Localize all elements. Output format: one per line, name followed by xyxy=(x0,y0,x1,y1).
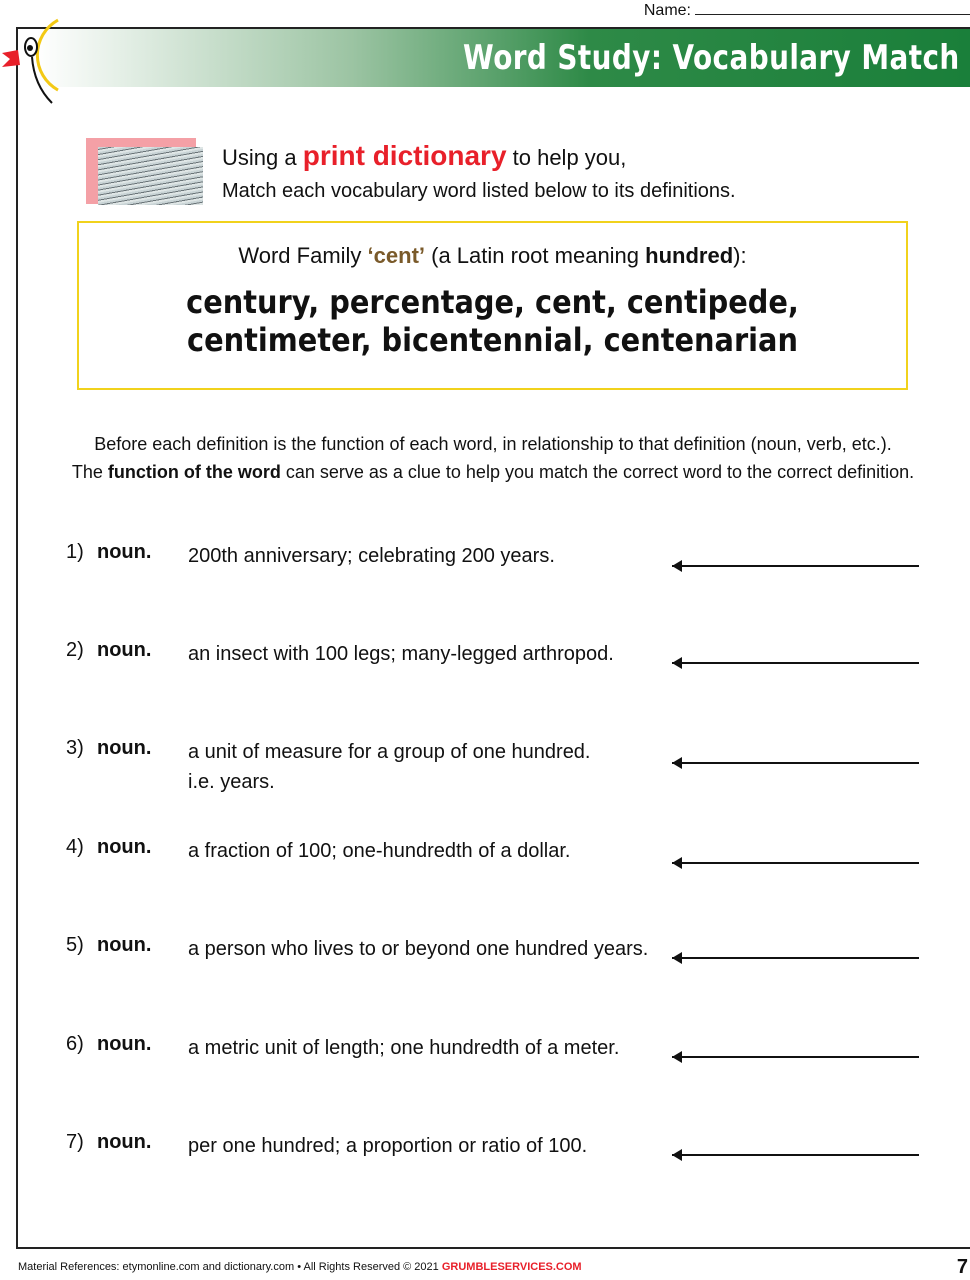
definition-item xyxy=(66,541,555,567)
item-number: 4) xyxy=(66,836,84,858)
definition-line-1: an insect with 100 legs; many-legged arthropod. xyxy=(188,643,614,665)
answer-line[interactable] xyxy=(672,957,919,959)
name-field[interactable] xyxy=(644,0,970,20)
part-of-speech: noun. xyxy=(97,1131,152,1153)
item-number: 3) xyxy=(66,737,84,759)
intro-post: to help you, xyxy=(506,145,627,170)
definition-text xyxy=(188,1033,619,1063)
item-number: 1) xyxy=(66,541,84,563)
wf-pre: Word Family xyxy=(238,243,368,268)
dictionary-photo xyxy=(98,147,203,205)
definition-line-1: a person who lives to or beyond one hundred years. xyxy=(188,938,649,960)
definition-text xyxy=(188,541,555,571)
definition-item xyxy=(66,934,649,960)
answer-line[interactable] xyxy=(672,1056,919,1058)
word-list-line-1: century, percentage, cent, centipede, xyxy=(186,283,799,321)
part-of-speech: noun. xyxy=(97,737,152,759)
part-of-speech: noun. xyxy=(97,1033,152,1055)
page-frame xyxy=(16,27,970,1249)
intro-line-1 xyxy=(222,140,626,172)
instr-pre: The xyxy=(71,462,108,482)
answer-line[interactable] xyxy=(672,565,919,567)
footer-brand: GRUMBLESERVICES.COM xyxy=(441,1261,582,1273)
wf-post: ): xyxy=(733,243,747,268)
definition-text xyxy=(188,737,591,797)
part-of-speech: noun. xyxy=(97,541,152,563)
definition-text xyxy=(188,934,648,964)
definition-item xyxy=(66,737,591,793)
part-of-speech: noun. xyxy=(97,639,152,661)
intro-pre: Using a xyxy=(222,145,303,170)
word-list-line-2: centimeter, bicentennial, centenarian xyxy=(187,321,798,359)
item-number: 5) xyxy=(66,934,84,956)
definition-line-1: a metric unit of length; one hundredth of a meter. xyxy=(188,1037,620,1059)
part-of-speech: noun. xyxy=(97,836,152,858)
instr-post: can serve as a clue to help you match the correct word to the correct definition. xyxy=(280,462,915,482)
definition-text xyxy=(188,1131,587,1161)
answer-line[interactable] xyxy=(672,762,919,764)
definition-text xyxy=(188,836,571,866)
bird-logo-icon xyxy=(0,15,70,110)
wf-root: ‘cent’ xyxy=(367,243,426,268)
definition-text xyxy=(188,639,614,669)
name-label: Name: xyxy=(643,2,691,19)
item-number: 2) xyxy=(66,639,84,661)
page-title: Word Study: Vocabulary Match xyxy=(463,38,960,78)
definition-line-1: a unit of measure for a group of one hundred. xyxy=(188,741,591,763)
definition-line-1: a fraction of 100; one-hundredth of a dollar. xyxy=(188,840,571,862)
instr-bold: function of the word xyxy=(107,462,281,482)
page-number: 7 xyxy=(956,1256,968,1278)
footer xyxy=(18,1261,582,1273)
part-of-speech: noun. xyxy=(97,934,152,956)
word-list xyxy=(120,283,864,359)
footer-text: Material References: etymonline.com and dictionary.com • All Rights Reserved © 2021 xyxy=(18,1261,442,1273)
answer-line[interactable] xyxy=(672,1154,919,1156)
definition-item xyxy=(66,639,614,665)
word-family-box xyxy=(77,221,908,390)
instructions-line-2 xyxy=(0,458,970,486)
definition-line-1: 200th anniversary; celebrating 200 years. xyxy=(188,545,555,567)
instructions xyxy=(0,430,970,486)
wf-meaning: hundred xyxy=(645,243,734,268)
item-number: 6) xyxy=(66,1033,84,1055)
intro-highlight: print dictionary xyxy=(302,140,507,171)
wf-mid: (a Latin root meaning xyxy=(425,243,646,268)
definition-line-2: i.e. years. xyxy=(188,771,275,793)
intro-line-2: Match each vocabulary word listed below to its definitions. xyxy=(222,180,736,202)
word-family-heading xyxy=(79,243,906,269)
answer-line[interactable] xyxy=(672,862,919,864)
item-number: 7) xyxy=(66,1131,84,1153)
answer-line[interactable] xyxy=(672,662,919,664)
definition-item xyxy=(66,836,571,862)
name-line[interactable] xyxy=(695,0,970,15)
definition-line-1: per one hundred; a proportion or ratio of 100. xyxy=(188,1135,588,1157)
definition-item xyxy=(66,1131,588,1157)
definition-item xyxy=(66,1033,620,1059)
instructions-line-1: Before each definition is the function of each word, in relationship to that definition (noun, verb, etc.). xyxy=(94,434,892,454)
